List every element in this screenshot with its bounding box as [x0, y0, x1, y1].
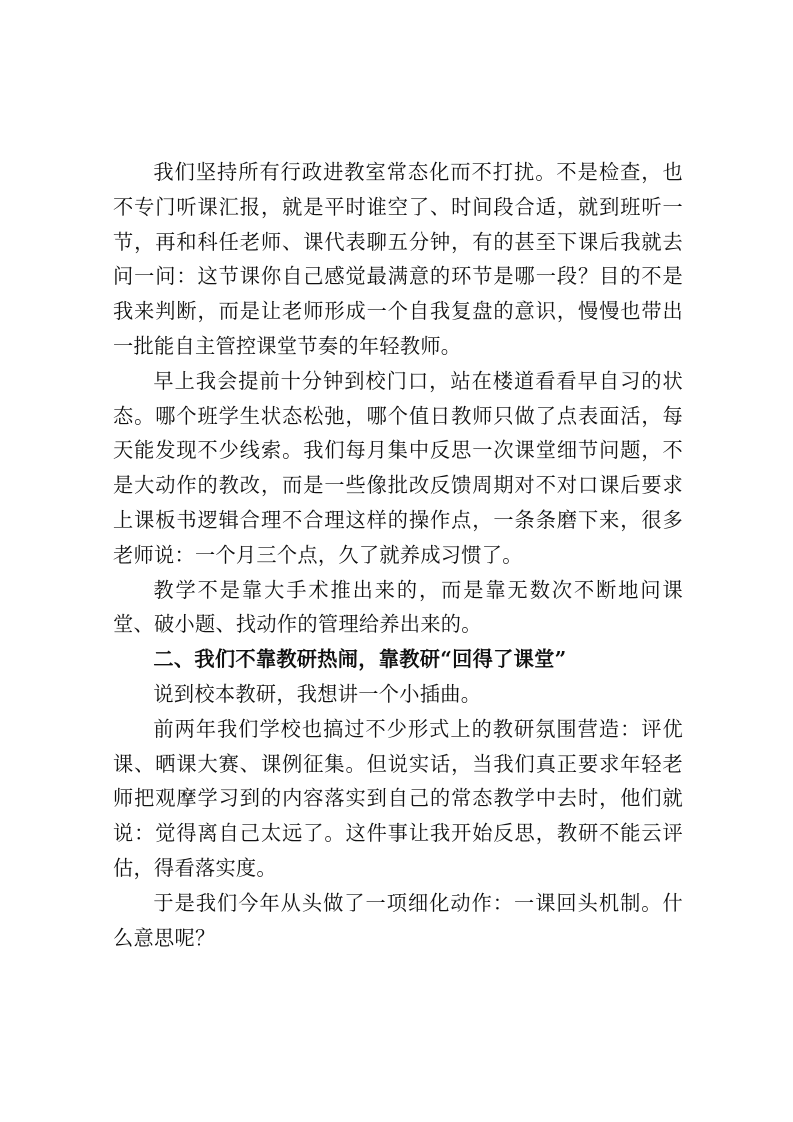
paragraph-2: 早上我会提前十分钟到校门口，站在楼道看看早自习的状态。哪个班学生状态松弛，哪个值日教师只做了点表面活，每天能发现不少线索。我们每月集中反思一次课堂细节问题，不是大动作的教改，而是一些像批改反馈周期对不对口课后要求上课板书逻辑合理不合理这样的操作点，一条条磨下来，很多老师说：一个月三个点，久了就养成习惯了。	[113, 368, 683, 567]
paragraph-5: 前两年我们学校也搞过不少形式上的教研氛围营造：评优课、晒课大赛、课例征集。但说实话，当我们真正要求年轻老师把观摩学习到的内容落实到自己的常态教学中去时，他们就说：觉得离自己太远了。这件事让我开始反思，教研不能云评估，得看落实度。	[113, 716, 683, 880]
paragraph-6: 于是我们今年从头做了一项细化动作：一课回头机制。什么意思呢？	[113, 890, 683, 950]
paragraph-4: 说到校本教研，我想讲一个小插曲。	[153, 681, 482, 706]
section-heading: 二、我们不靠教研热闹，靠教研“回得了课堂”	[153, 647, 567, 672]
paragraph-3: 教学不是靠大手术推出来的，而是靠无数次不断地问课堂、破小题、找动作的管理给养出来的。	[113, 577, 683, 637]
paragraph-1: 我们坚持所有行政进教室常态化而不打扰。不是检查，也不专门听课汇报，就是平时谁空了、时间段合适，就到班听一节，再和科任老师、课代表聊五分钟，有的甚至下课后我就去问一问：这节课你自己感觉最满意的环节是哪一段？目的不是我来判断，而是让老师形成一个自我复盘的意识，慢慢也带出一批能自主管控课堂节奏的年轻教师。	[113, 160, 683, 358]
document-body	[113, 155, 683, 955]
